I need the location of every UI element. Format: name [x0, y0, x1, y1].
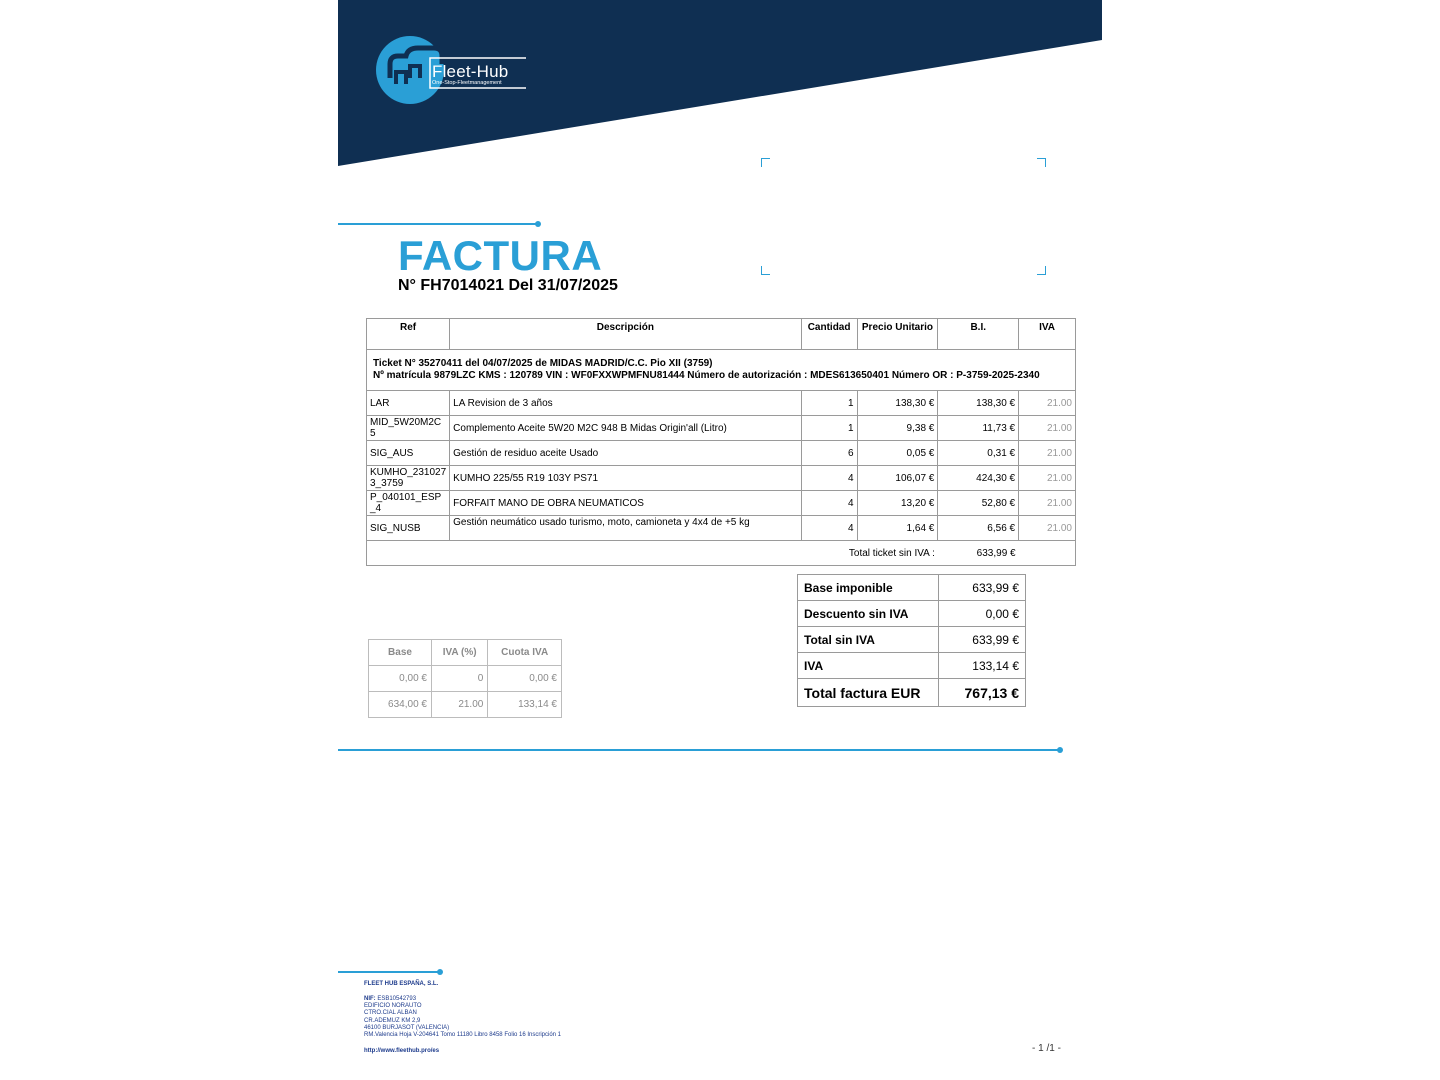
footer-nif-value: ESB10542793: [377, 996, 417, 1002]
vat-amount: 0,00 €: [488, 666, 562, 692]
vat-col-base: Base: [369, 640, 432, 666]
totals-row: [798, 601, 1026, 627]
footer-company: FLEET HUB ESPAÑA, S.L.: [364, 981, 439, 987]
rule-dot: [1057, 747, 1063, 753]
ticket-total-label: Total ticket sin IVA :: [367, 541, 938, 566]
ticket-total-row: [367, 541, 1076, 566]
item-vat: 21.00: [1019, 491, 1076, 516]
item-unit-price: 0,05 €: [857, 441, 938, 466]
totals-row: [798, 575, 1026, 601]
item-ref: MID_5W20M2C 5: [367, 416, 450, 441]
vat-base: 0,00 €: [369, 666, 432, 692]
rule-dot: [535, 221, 541, 227]
item-taxable-base: 424,30 €: [938, 466, 1019, 491]
fleet-hub-logo: [376, 34, 526, 106]
title-rule: [338, 223, 538, 225]
ticket-info-row: [367, 350, 1076, 391]
invoice-number: N° FH7014021 Del 31/07/2025: [398, 277, 618, 294]
item-unit-price: 9,38 €: [857, 416, 938, 441]
separator-rule: [338, 749, 1060, 751]
col-header-ref: Ref: [367, 319, 450, 350]
vat-header-row: [369, 640, 562, 666]
item-taxable-base: 6,56 €: [938, 516, 1019, 541]
item-vat: 21.00: [1019, 516, 1076, 541]
vehicle-line: Nº matrícula 9879LZC KMS : 120789 VIN : WF0FXXWPMFNU81444 Número de autorización : MDES613650401 Número OR : P-3759-2025-2340: [373, 370, 1040, 381]
vat-rate: 0: [431, 666, 487, 692]
totals-label: Total sin IVA: [798, 627, 939, 653]
vat-col-amount: Cuota IVA: [488, 640, 562, 666]
totals-table: [797, 574, 1026, 707]
totals-value: 633,99 €: [939, 627, 1026, 653]
ticket-line: Ticket N° 35270411 del 04/07/2025 de MIDAS MADRID/C.C. Pio XII (3759): [373, 358, 713, 369]
items-table: [366, 318, 1076, 566]
item-description: LA Revision de 3 años: [450, 391, 801, 416]
vat-base: 634,00 €: [369, 692, 432, 718]
footer-website-link[interactable]: http://www.fleethub.pro/es: [364, 1048, 440, 1054]
col-header-description: Descripción: [450, 319, 801, 350]
footer-address-line: CTRO.CIAL ALBAN: [364, 1010, 417, 1017]
table-row: [367, 441, 1076, 466]
footer-rule: [338, 971, 440, 973]
item-quantity: 1: [801, 416, 857, 441]
totals-label: IVA: [798, 653, 939, 679]
item-taxable-base: 0,31 €: [938, 441, 1019, 466]
vat-rate: 21.00: [431, 692, 487, 718]
item-unit-price: 138,30 €: [857, 391, 938, 416]
ticket-total-value: 633,99 €: [938, 541, 1019, 566]
vat-breakdown-table: [368, 639, 562, 718]
item-taxable-base: 52,80 €: [938, 491, 1019, 516]
item-description: Gestión neumático usado turismo, moto, camioneta y 4x4 de +5 kg: [450, 516, 801, 541]
grand-total-label: Total factura EUR: [798, 679, 939, 707]
col-header-vat: IVA: [1019, 319, 1076, 350]
item-ref: KUMHO_231027 3_3759: [367, 466, 450, 491]
item-description: Gestión de residuo aceite Usado: [450, 441, 801, 466]
item-description: Complemento Aceite 5W20 M2C 948 B Midas Origin'all (Litro): [450, 416, 801, 441]
footer-nif: [364, 996, 561, 1003]
item-quantity: 4: [801, 491, 857, 516]
item-ref: SIG_NUSB: [367, 516, 450, 541]
item-quantity: 4: [801, 516, 857, 541]
page-number: - 1 /1 -: [1032, 1043, 1061, 1054]
col-header-taxable-base: B.I.: [938, 319, 1019, 350]
item-vat: 21.00: [1019, 466, 1076, 491]
logo-name: Fleet-Hub: [432, 62, 509, 81]
totals-row: [798, 627, 1026, 653]
items-header-row: [367, 319, 1076, 350]
footer-nif-label: NIF:: [364, 996, 376, 1002]
table-row: [367, 391, 1076, 416]
totals-value: 0,00 €: [939, 601, 1026, 627]
grand-total-row: [798, 679, 1026, 707]
item-ref: SIG_AUS: [367, 441, 450, 466]
totals-value: 633,99 €: [939, 575, 1026, 601]
totals-label: Base imponible: [798, 575, 939, 601]
address-corner-mark: [761, 266, 770, 275]
rule-dot: [437, 969, 443, 975]
totals-row: [798, 653, 1026, 679]
item-unit-price: 106,07 €: [857, 466, 938, 491]
col-header-quantity: Cantidad: [801, 319, 857, 350]
address-corner-mark: [1037, 158, 1046, 167]
footer-address-line: CR.ADEMUZ KM 2,9: [364, 1017, 421, 1024]
item-description: FORFAIT MANO DE OBRA NEUMATICOS: [450, 491, 801, 516]
ticket-info: [367, 350, 1076, 391]
item-taxable-base: 138,30 €: [938, 391, 1019, 416]
vat-row: [369, 692, 562, 718]
table-row: [367, 516, 1076, 541]
item-quantity: 4: [801, 466, 857, 491]
col-header-unit-price: Precio Unitario: [857, 319, 938, 350]
item-unit-price: 13,20 €: [857, 491, 938, 516]
footer-address: [364, 996, 561, 1039]
table-row: [367, 491, 1076, 516]
footer-address-line: EDIFICIO NORAUTO: [364, 1003, 422, 1010]
footer-address-line: RM.Valencia Hoja V-204641 Tomo 11180 Libro 8458 Folio 16 Inscripción 1: [364, 1032, 562, 1039]
item-vat: 21.00: [1019, 416, 1076, 441]
item-quantity: 1: [801, 391, 857, 416]
vat-amount: 133,14 €: [488, 692, 562, 718]
item-ref: P_040101_ESP _4: [367, 491, 450, 516]
address-corner-mark: [761, 158, 770, 167]
footer-address-line: 46100 BURJASOT (VALENCIA): [364, 1024, 450, 1031]
ticket-total-spacer: [1019, 541, 1076, 566]
item-taxable-base: 11,73 €: [938, 416, 1019, 441]
address-corner-mark: [1037, 266, 1046, 275]
vat-row: [369, 666, 562, 692]
item-description: KUMHO 225/55 R19 103Y PS71: [450, 466, 801, 491]
totals-value: 133,14 €: [939, 653, 1026, 679]
item-vat: 21.00: [1019, 441, 1076, 466]
item-vat: 21.00: [1019, 391, 1076, 416]
invoice-title: FACTURA: [398, 232, 603, 279]
invoice-page: [338, 0, 1102, 1080]
item-ref: LAR: [367, 391, 450, 416]
table-row: [367, 466, 1076, 491]
grand-total-value: 767,13 €: [939, 679, 1026, 707]
item-quantity: 6: [801, 441, 857, 466]
logo-tagline: One-Stop-Fleetmanagement: [432, 80, 502, 86]
item-unit-price: 1,64 €: [857, 516, 938, 541]
table-row: [367, 416, 1076, 441]
totals-label: Descuento sin IVA: [798, 601, 939, 627]
vat-col-rate: IVA (%): [431, 640, 487, 666]
